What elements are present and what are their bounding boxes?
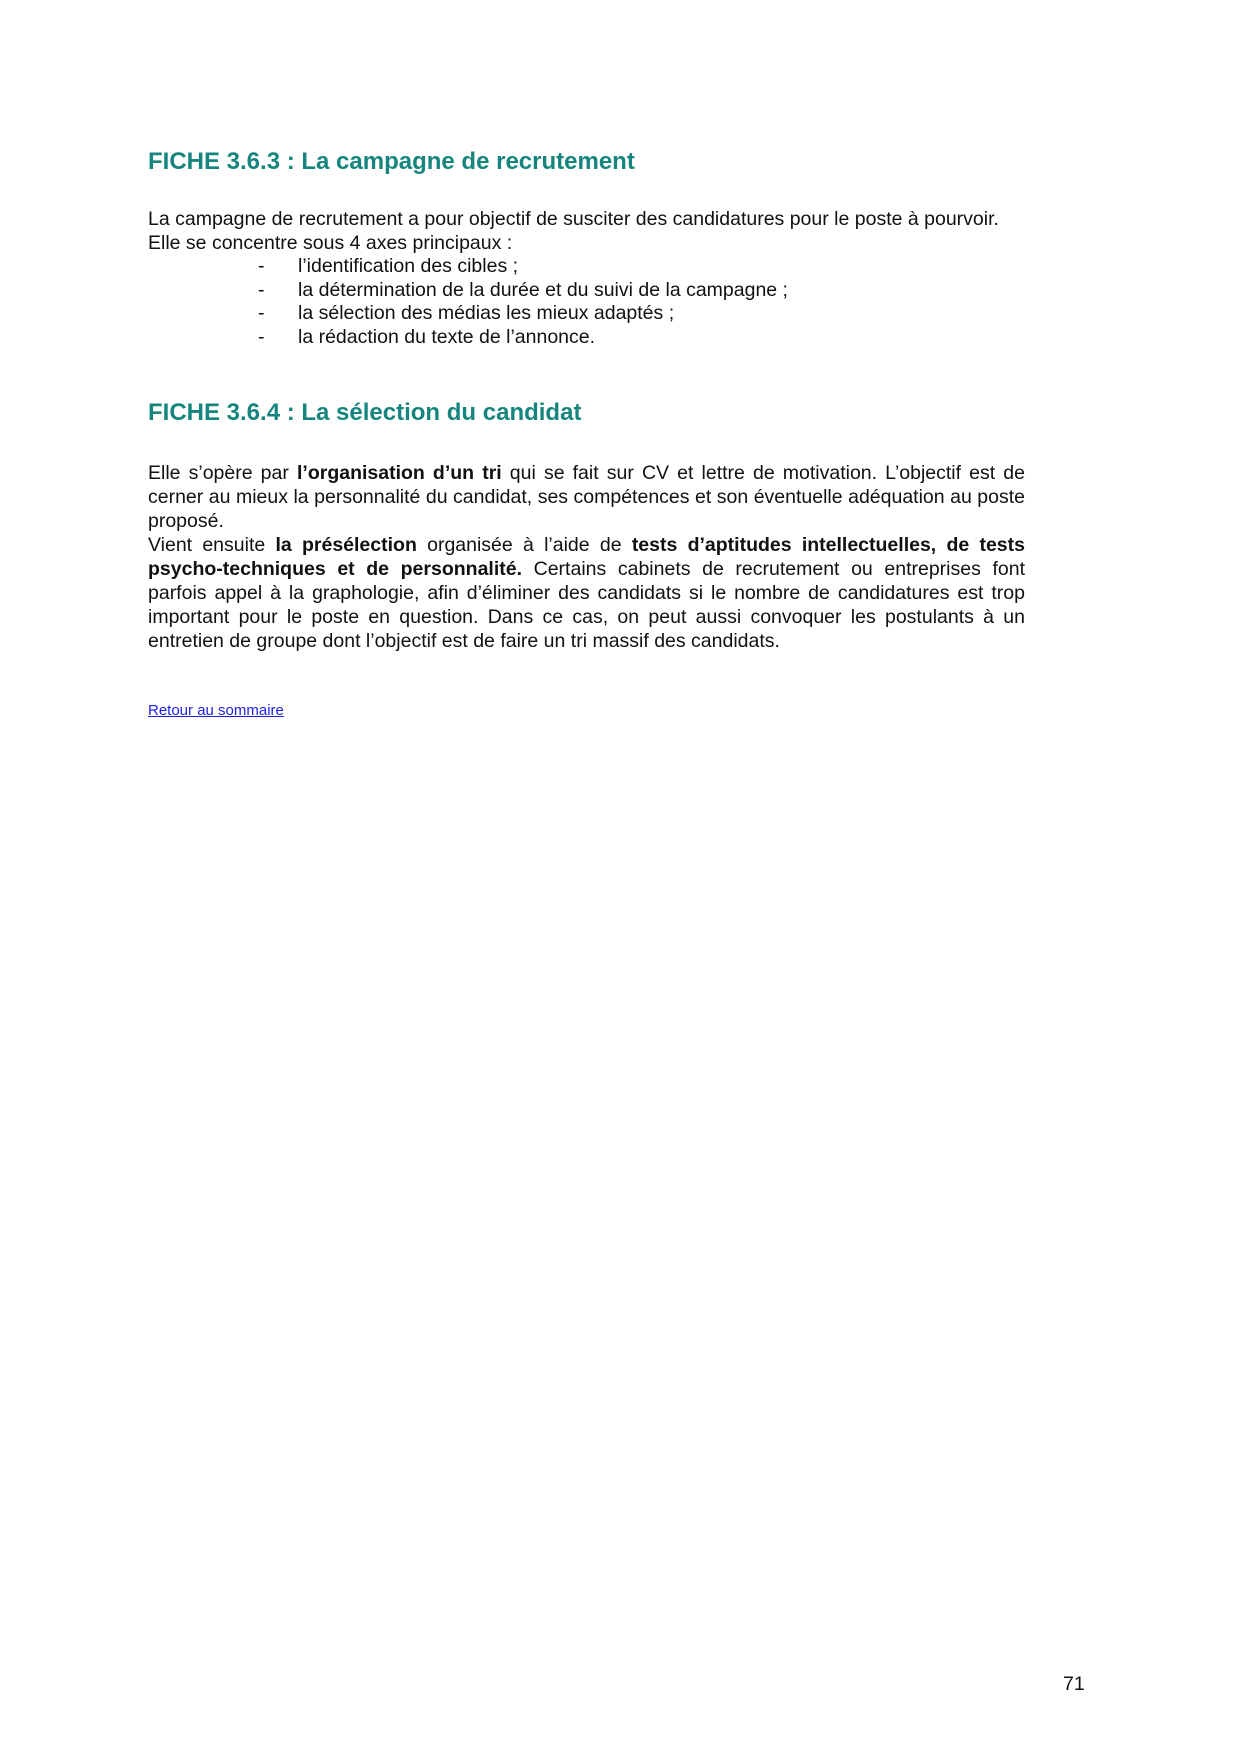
preselection-bold-2: tests d’aptitudes intellectuelles, de tests psycho-techniques et de personnalité. — [148, 534, 1025, 580]
intro-line-2: Elle se concentre sous 4 axes principaux : — [148, 232, 513, 254]
list-item — [258, 279, 788, 303]
list-item-text: l’identification des cibles ; — [298, 255, 519, 277]
dash-marker: - — [258, 325, 265, 348]
intro-paragraph — [148, 207, 999, 255]
tri-text-1: Elle s’opère par — [148, 462, 297, 484]
axes-list — [258, 255, 788, 349]
preselection-paragraph — [148, 533, 1025, 653]
list-item — [258, 326, 788, 350]
list-item-text: la détermination de la durée et du suivi de la campagne ; — [298, 278, 788, 301]
tri-paragraph — [148, 461, 1025, 533]
tri-text-2: qui se fait sur CV et lettre de motivation. L’objectif est de cerner au mieux la personnalité du candidat, ses compétences et son éventuelle adéquation au poste proposé. — [148, 462, 1025, 532]
list-item — [258, 255, 788, 279]
section-heading-selection: FICHE 3.6.4 : La sélection du candidat — [148, 399, 582, 426]
preselection-bold-1: la présélection — [275, 534, 417, 556]
list-item-text: la rédaction du texte de l’annonce. — [298, 325, 596, 348]
preselection-text-1: Vient ensuite — [148, 534, 276, 556]
preselection-text-2: organisée à l’aide de — [416, 534, 632, 556]
dash-marker: - — [258, 255, 265, 277]
list-item-text: la sélection des médias les mieux adaptés ; — [298, 302, 675, 324]
return-to-summary-link[interactable]: Retour au sommaire — [148, 702, 284, 719]
section-heading-campagne: FICHE 3.6.3 : La campagne de recrutement — [148, 148, 635, 175]
dash-marker: - — [258, 278, 265, 301]
tri-bold-1: l’organisation d’un tri — [296, 462, 502, 484]
preselection-text-3: Certains cabinets de recrutement ou entreprises font parfois appel à la graphologie, afin d’éliminer des candidats si le nombre de candidatures est trop important pour le poste en question. Dans ce cas, on peut aussi convoquer les postulants à un entretien de groupe dont l’objectif est de faire un tri massif des candidats. — [148, 558, 1025, 652]
intro-line-1: La campagne de recrutement a pour objectif de susciter des candidatures pour le poste à pourvoir. — [148, 208, 999, 230]
page-number: 71 — [1063, 1673, 1085, 1695]
list-item — [258, 302, 788, 326]
dash-marker: - — [258, 302, 265, 324]
